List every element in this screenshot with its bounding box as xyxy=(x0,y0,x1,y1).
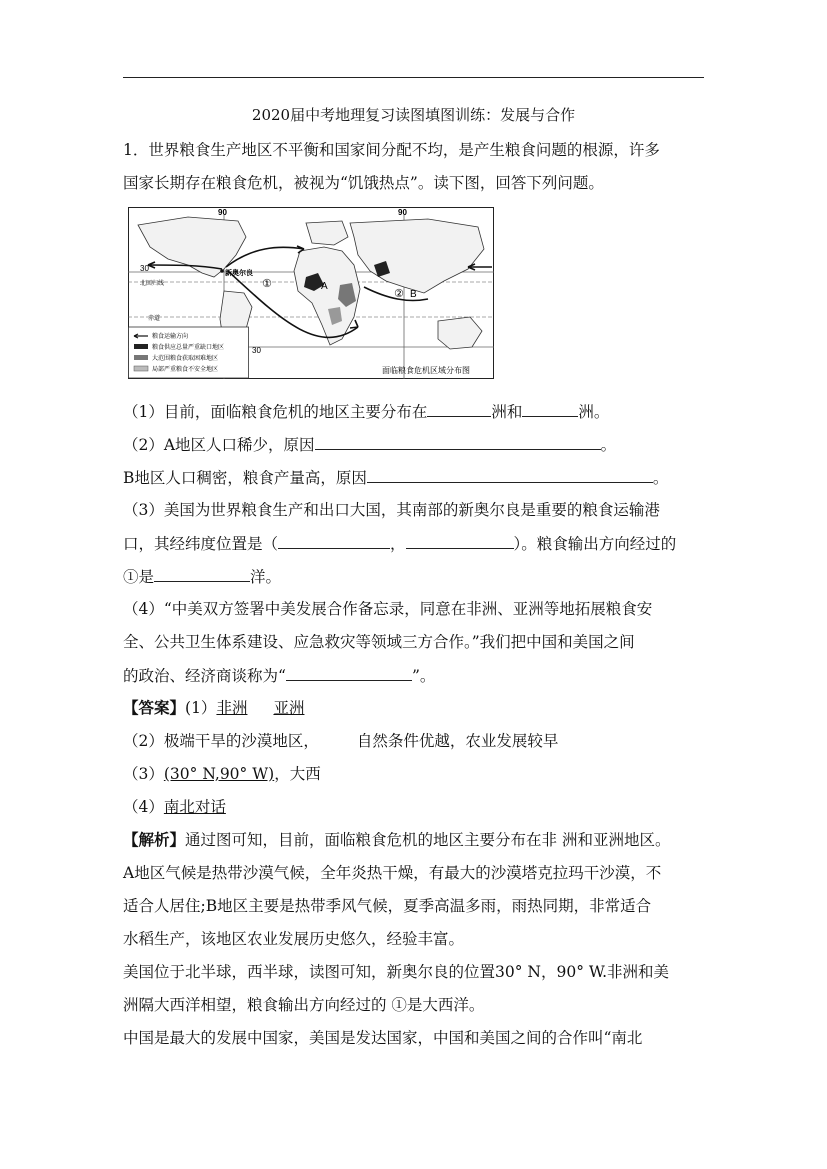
map-title: 面临粮食危机区域分布图 xyxy=(382,366,470,375)
legend-item-3: 大范围粮食获取困难地区 xyxy=(152,356,219,362)
legend-local-swatch xyxy=(134,366,148,371)
header-rule xyxy=(123,77,704,78)
question-1-4-line-2: 全、公共卫生体系建设、应急救灾等领域三方合作。”我们把中国和美国之间 xyxy=(123,633,635,651)
legend-broad-swatch xyxy=(134,355,148,360)
answer-line-4: （4）南北对话 xyxy=(123,798,226,816)
tropic-label: 北回归线 xyxy=(140,281,165,287)
analysis-line-5: 美国位于北半球，西半球，读图可知，新奥尔良的位置30° N，90° W.非洲和美 xyxy=(123,963,670,981)
question-1-4-line-3: 的政治、经济商谈称为“ ”。 xyxy=(123,664,713,687)
question-1-3-line-2: 口，其经纬度位置是（ ， ）。粮食输出方向经过的 xyxy=(123,532,713,555)
question-1-2b: B地区人口稠密，粮食产量高，原因 。 xyxy=(123,466,713,489)
answer-blank[interactable] xyxy=(154,565,250,582)
answer-blank[interactable] xyxy=(522,400,578,417)
question-1-1: （1）目前，面临粮食危机的地区主要分布在 洲和 洲。 xyxy=(123,400,713,423)
region-a-label: A xyxy=(321,281,328,292)
question-1-3-line-3: ①是 洋。 xyxy=(123,565,713,588)
city-label-new-orleans: 新奥尔良 xyxy=(225,270,253,277)
answer-blank[interactable] xyxy=(286,664,412,681)
lat-label-bottom: 30 xyxy=(252,346,261,355)
question-intro-line-2: 国家长期存在粮食危机，被视为“饥饿热点”。读下图，回答下列问题。 xyxy=(123,174,604,192)
lon-label-right: 90 xyxy=(398,208,407,217)
analysis-line-1: 【解析】通过图可知，目前，面临粮食危机的地区主要分布在非 洲和亚洲地区。 xyxy=(123,830,671,849)
answer-blank[interactable] xyxy=(278,532,390,549)
new-orleans-dot xyxy=(220,269,224,273)
question-1-4-line-1: （4）“中美双方签署中美发展合作备忘录，同意在非洲、亚洲等地拓展粮食安 xyxy=(123,600,653,618)
page-title: 2020届中考地理复习读图填图训练：发展与合作 xyxy=(251,106,576,124)
analysis-line-2: A地区气候是热带沙漠气候，全年炎热干燥，有最大的沙漠塔克拉玛干沙漠，不 xyxy=(123,864,662,882)
question-1-3-line-1: （3）美国为世界粮食生产和出口大国，其南部的新奥尔良是重要的粮食运输港 xyxy=(123,501,660,519)
equator-label: 赤道 xyxy=(148,316,161,322)
answer-blank[interactable] xyxy=(406,532,514,549)
answer-line-1: 【答案】(1）非洲 亚洲 xyxy=(123,698,305,717)
answer-line-3: （3）(30° N,90° W)，大西 xyxy=(123,765,321,783)
region-b-label: B xyxy=(410,289,417,300)
analysis-line-3: 适合人居住;B地区主要是热带季风气候，夏季高温多雨，雨热同期，非常适合 xyxy=(123,897,652,915)
answer-line-2: （2）极端干旱的沙漠地区， 自然条件优越，农业发展较早 xyxy=(123,732,559,750)
analysis-line-6: 洲隔大西洋相望，粮食输出方向经过的 ①是大西洋。 xyxy=(123,996,485,1014)
answer-blank[interactable] xyxy=(315,433,601,450)
question-intro-line-1: 1．世界粮食生产地区不平衡和国家间分配不均，是产生粮食问题的根源，许多 xyxy=(123,141,660,159)
question-1-2: （2）A地区人口稀少，原因 。 xyxy=(123,433,713,456)
marker-2: ② xyxy=(394,287,404,300)
legend-item-1: 粮食运输方向 xyxy=(152,334,189,340)
lon-label-left: 90 xyxy=(218,208,227,217)
legend-severe-swatch xyxy=(134,344,148,349)
legend-item-4: 局部严重粮食不安全地区 xyxy=(152,367,219,373)
analysis-line-4: 水稻生产，该地区农业发展历史悠久，经验丰富。 xyxy=(123,930,465,948)
legend-item-2: 粮食供应总量严重缺口地区 xyxy=(152,345,225,351)
answer-blank[interactable] xyxy=(367,466,653,483)
map-legend xyxy=(129,327,249,378)
food-crisis-map xyxy=(128,207,494,379)
analysis-line-7: 中国是最大的发展中国家，美国是发达国家，中国和美国之间的合作叫“南北 xyxy=(123,1029,643,1047)
lat-label-top: 30 xyxy=(140,264,149,273)
marker-1: ① xyxy=(262,277,272,290)
answer-blank[interactable] xyxy=(427,400,491,417)
